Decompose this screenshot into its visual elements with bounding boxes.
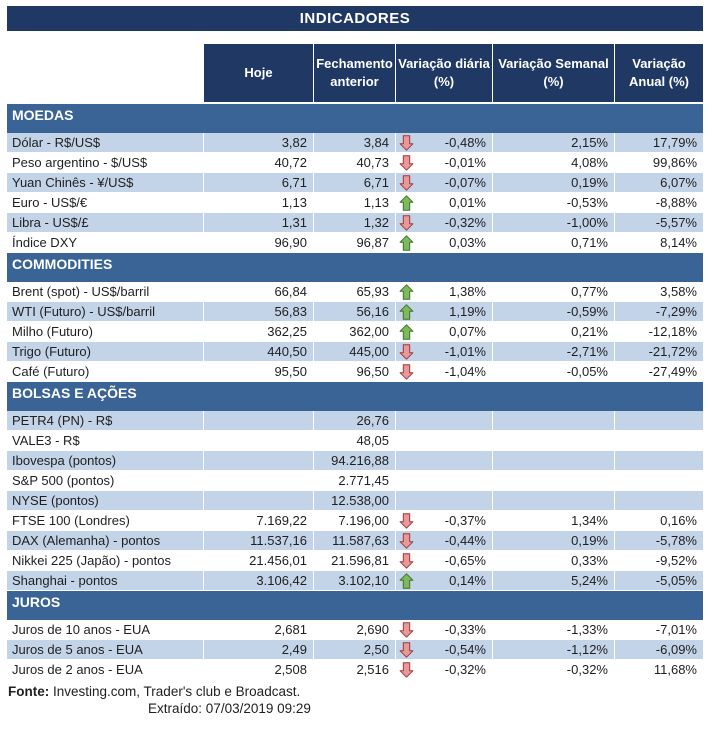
table-row-ndice-dxy [7, 233, 703, 253]
fechamento-anterior-value: 362,00 [313, 322, 395, 341]
down-arrow-icon [399, 155, 414, 171]
variacao-diaria-cell [395, 451, 492, 470]
hoje-value [203, 411, 313, 430]
row-label: Euro - US$/€ [12, 195, 88, 210]
section-header-bolsas-e-a-es: BOLSAS E AÇÕES [7, 382, 703, 411]
variacao-anual-value: -7,01% [614, 620, 703, 639]
hoje-value: 1,13 [203, 193, 313, 212]
variacao-anual-value: -8,88% [614, 193, 703, 212]
variacao-diaria-value: 0,14% [449, 573, 486, 588]
row-label: Dólar - R$/US$ [12, 135, 101, 150]
fechamento-anterior-value: 2,516 [313, 660, 395, 679]
table-row-d-lar-r-us [7, 133, 703, 153]
variacao-semanal-value: 0,77% [492, 282, 614, 301]
fechamento-anterior-value: 2,690 [313, 620, 395, 639]
up-arrow-icon [399, 284, 414, 300]
down-arrow-icon [399, 175, 414, 191]
column-header-hoje: Hoje [203, 44, 313, 102]
source-text: Investing.com, Trader's club e Broadcast. [53, 684, 301, 699]
table-row-milho-futuro [7, 322, 703, 342]
down-arrow-icon [399, 215, 414, 231]
page-title: INDICADORES [7, 6, 703, 31]
variacao-diaria-value: 0,07% [449, 324, 486, 339]
hoje-value [203, 491, 313, 510]
row-label: Trigo (Futuro) [12, 344, 91, 359]
table-row-ftse-100-londres [7, 511, 703, 531]
variacao-diaria-value: 1,38% [449, 284, 486, 299]
variacao-semanal-value [492, 471, 614, 490]
column-header-varia-o-semanal: Variação Semanal (%) [492, 44, 614, 102]
table-row-wti-futuro-us-barril [7, 302, 703, 322]
down-arrow-icon [399, 344, 414, 360]
variacao-anual-value [614, 431, 703, 450]
variacao-diaria-cell [395, 511, 492, 530]
variacao-anual-value: 6,07% [614, 173, 703, 192]
variacao-semanal-value [492, 431, 614, 450]
fechamento-anterior-value: 1,32 [313, 213, 395, 232]
hoje-value: 11.537,16 [203, 531, 313, 550]
fechamento-anterior-value: 3,84 [313, 133, 395, 152]
down-arrow-icon [399, 553, 414, 569]
variacao-anual-value: -21,72% [614, 342, 703, 361]
variacao-diaria-value: 0,01% [449, 195, 486, 210]
hoje-value: 66,84 [203, 282, 313, 301]
hoje-value [203, 431, 313, 450]
up-arrow-icon [399, 195, 414, 211]
table-row-shanghai-pontos [7, 571, 703, 591]
fechamento-anterior-value: 2.771,45 [313, 471, 395, 490]
table-row-libra-us [7, 213, 703, 233]
variacao-diaria-value: -1,01% [444, 344, 486, 359]
down-arrow-icon [399, 622, 414, 638]
variacao-semanal-value: 0,21% [492, 322, 614, 341]
variacao-diaria-cell [395, 491, 492, 510]
variacao-semanal-value: -1,12% [492, 640, 614, 659]
variacao-diaria-value: -0,65% [444, 553, 486, 568]
variacao-diaria-value: -0,32% [444, 662, 486, 677]
fechamento-anterior-value: 94.216,88 [313, 451, 395, 470]
variacao-diaria-cell [395, 411, 492, 430]
hoje-value: 40,72 [203, 153, 313, 172]
fechamento-anterior-value: 6,71 [313, 173, 395, 192]
down-arrow-icon [399, 364, 414, 380]
fechamento-anterior-value: 445,00 [313, 342, 395, 361]
row-label: Shanghai - pontos [12, 573, 118, 588]
fechamento-anterior-value: 26,76 [313, 411, 395, 430]
table-row-brent-spot-us-barril [7, 282, 703, 302]
row-label: Café (Futuro) [12, 364, 90, 379]
variacao-semanal-value: 0,33% [492, 551, 614, 570]
hoje-value: 6,71 [203, 173, 313, 192]
variacao-anual-value: -6,09% [614, 640, 703, 659]
source-line [7, 683, 703, 700]
down-arrow-icon [399, 135, 414, 151]
hoje-value: 362,25 [203, 322, 313, 341]
row-label: Libra - US$/£ [12, 215, 89, 230]
variacao-semanal-value [492, 491, 614, 510]
indicators-report [7, 6, 703, 717]
variacao-diaria-value: 0,03% [449, 235, 486, 250]
variacao-diaria-cell [395, 193, 492, 212]
hoje-value: 56,83 [203, 302, 313, 321]
table-footer [7, 683, 703, 717]
extracted-label: Extraído: [148, 701, 203, 716]
table-row-s-p-500-pontos [7, 471, 703, 491]
row-label: DAX (Alemanha) - pontos [12, 533, 161, 548]
variacao-diaria-cell [395, 233, 492, 252]
variacao-semanal-value: -1,00% [492, 213, 614, 232]
variacao-anual-value: 17,79% [614, 133, 703, 152]
variacao-semanal-value: -2,71% [492, 342, 614, 361]
down-arrow-icon [399, 662, 414, 678]
column-header-varia-o-anual: Variação Anual (%) [614, 44, 703, 102]
down-arrow-icon [399, 533, 414, 549]
fechamento-anterior-value: 7.196,00 [313, 511, 395, 530]
row-label: Nikkei 225 (Japão) - pontos [12, 553, 171, 568]
variacao-anual-value: -5,05% [614, 571, 703, 590]
table-row-peso-argentino-us [7, 153, 703, 173]
variacao-diaria-value: -0,54% [444, 642, 486, 657]
fechamento-anterior-value: 2,50 [313, 640, 395, 659]
variacao-semanal-value: 1,34% [492, 511, 614, 530]
fechamento-anterior-value: 96,50 [313, 362, 395, 381]
hoje-value [203, 471, 313, 490]
fechamento-anterior-value: 56,16 [313, 302, 395, 321]
hoje-value: 2,681 [203, 620, 313, 639]
variacao-anual-value: 11,68% [614, 660, 703, 679]
variacao-semanal-value: -1,33% [492, 620, 614, 639]
fechamento-anterior-value: 11.587,63 [313, 531, 395, 550]
variacao-anual-value: 8,14% [614, 233, 703, 252]
row-label: Milho (Futuro) [12, 324, 93, 339]
up-arrow-icon [399, 235, 414, 251]
variacao-semanal-value: 5,24% [492, 571, 614, 590]
up-arrow-icon [399, 573, 414, 589]
variacao-diaria-cell [395, 531, 492, 550]
fechamento-anterior-value: 21.596,81 [313, 551, 395, 570]
variacao-semanal-value: -0,59% [492, 302, 614, 321]
fechamento-anterior-value: 40,73 [313, 153, 395, 172]
variacao-diaria-value: 1,19% [449, 304, 486, 319]
variacao-diaria-value: -1,04% [444, 364, 486, 379]
variacao-diaria-cell [395, 640, 492, 659]
row-label: PETR4 (PN) - R$ [12, 413, 113, 428]
table-row-ibovespa-pontos [7, 451, 703, 471]
variacao-diaria-cell [395, 153, 492, 172]
variacao-semanal-value: -0,05% [492, 362, 614, 381]
variacao-anual-value: -5,78% [614, 531, 703, 550]
variacao-diaria-cell [395, 302, 492, 321]
up-arrow-icon [399, 304, 414, 320]
variacao-diaria-value: -0,01% [444, 155, 486, 170]
up-arrow-icon [399, 324, 414, 340]
fechamento-anterior-value: 3.102,10 [313, 571, 395, 590]
table-row-yuan-chin-s-us [7, 173, 703, 193]
table-row-trigo-futuro [7, 342, 703, 362]
extracted-value: 07/03/2019 09:29 [205, 701, 311, 716]
table-row-petr4-pn-r [7, 411, 703, 431]
variacao-anual-value [614, 491, 703, 510]
hoje-value: 1,31 [203, 213, 313, 232]
header-spacer [7, 44, 203, 102]
variacao-semanal-value [492, 451, 614, 470]
variacao-anual-value [614, 411, 703, 430]
variacao-anual-value: -7,29% [614, 302, 703, 321]
row-label: Yuan Chinês - ¥/US$ [12, 175, 134, 190]
row-label: VALE3 - R$ [12, 433, 80, 448]
variacao-diaria-cell [395, 282, 492, 301]
variacao-anual-value: 99,86% [614, 153, 703, 172]
variacao-semanal-value [492, 411, 614, 430]
source-label: Fonte: [8, 684, 50, 699]
variacao-semanal-value: 4,08% [492, 153, 614, 172]
table-row-vale3-r [7, 431, 703, 451]
row-label: Brent (spot) - US$/barril [12, 284, 150, 299]
variacao-diaria-cell [395, 551, 492, 570]
fechamento-anterior-value: 65,93 [313, 282, 395, 301]
row-label: Índice DXY [12, 235, 78, 250]
variacao-diaria-cell [395, 620, 492, 639]
hoje-value: 95,50 [203, 362, 313, 381]
variacao-diaria-cell [395, 213, 492, 232]
variacao-semanal-value: -0,32% [492, 660, 614, 679]
variacao-anual-value: 3,58% [614, 282, 703, 301]
variacao-semanal-value: 2,15% [492, 133, 614, 152]
variacao-anual-value: 0,16% [614, 511, 703, 530]
hoje-value: 3,82 [203, 133, 313, 152]
row-label: Juros de 2 anos - EUA [12, 662, 143, 677]
variacao-diaria-cell [395, 322, 492, 341]
down-arrow-icon [399, 642, 414, 658]
variacao-anual-value [614, 471, 703, 490]
variacao-semanal-value: 0,19% [492, 531, 614, 550]
variacao-diaria-cell [395, 431, 492, 450]
variacao-diaria-cell [395, 571, 492, 590]
table-row-juros-de-5-anos-eua [7, 640, 703, 660]
column-header-fechamento-anterior: Fechamento anterior [313, 44, 395, 102]
hoje-value: 7.169,22 [203, 511, 313, 530]
variacao-anual-value: -9,52% [614, 551, 703, 570]
hoje-value: 2,49 [203, 640, 313, 659]
variacao-anual-value: -12,18% [614, 322, 703, 341]
variacao-semanal-value: 0,71% [492, 233, 614, 252]
table-row-dax-alemanha-pontos [7, 531, 703, 551]
hoje-value: 2,508 [203, 660, 313, 679]
table-row-nyse-pontos [7, 491, 703, 511]
column-header-varia-o-di-ria: Variação diária (%) [395, 44, 492, 102]
section-header-commodities: COMMODITIES [7, 253, 703, 282]
hoje-value: 3.106,42 [203, 571, 313, 590]
table-row-euro-us [7, 193, 703, 213]
table-row-caf-futuro [7, 362, 703, 382]
table-body [7, 104, 703, 680]
variacao-diaria-cell [395, 173, 492, 192]
table-row-juros-de-2-anos-eua [7, 660, 703, 680]
variacao-diaria-cell [395, 362, 492, 381]
fechamento-anterior-value: 12.538,00 [313, 491, 395, 510]
fechamento-anterior-value: 1,13 [313, 193, 395, 212]
variacao-anual-value: -5,57% [614, 213, 703, 232]
fechamento-anterior-value: 96,87 [313, 233, 395, 252]
table-row-juros-de-10-anos-eua [7, 620, 703, 640]
hoje-value [203, 451, 313, 470]
variacao-diaria-value: -0,07% [444, 175, 486, 190]
fechamento-anterior-value: 48,05 [313, 431, 395, 450]
down-arrow-icon [399, 513, 414, 529]
variacao-diaria-value: -0,48% [444, 135, 486, 150]
variacao-diaria-value: -0,32% [444, 215, 486, 230]
variacao-semanal-value: -0,53% [492, 193, 614, 212]
row-label: Juros de 10 anos - EUA [12, 622, 151, 637]
hoje-value: 21.456,01 [203, 551, 313, 570]
hoje-value: 96,90 [203, 233, 313, 252]
row-label: Ibovespa (pontos) [12, 453, 117, 468]
table-row-nikkei-225-jap-o-pontos [7, 551, 703, 571]
variacao-diaria-value: -0,37% [444, 513, 486, 528]
variacao-diaria-cell [395, 471, 492, 490]
variacao-diaria-cell [395, 342, 492, 361]
variacao-semanal-value: 0,19% [492, 173, 614, 192]
variacao-anual-value [614, 451, 703, 470]
row-label: WTI (Futuro) - US$/barril [12, 304, 156, 319]
extracted-line [7, 700, 703, 717]
row-label: NYSE (pontos) [12, 493, 99, 508]
row-label: S&P 500 (pontos) [12, 473, 115, 488]
row-label: Peso argentino - $/US$ [12, 155, 148, 170]
variacao-diaria-value: -0,33% [444, 622, 486, 637]
section-header-moedas: MOEDAS [7, 104, 703, 133]
hoje-value: 440,50 [203, 342, 313, 361]
variacao-diaria-cell [395, 660, 492, 679]
variacao-diaria-value: -0,44% [444, 533, 486, 548]
table-header [7, 44, 703, 102]
variacao-diaria-cell [395, 133, 492, 152]
row-label: Juros de 5 anos - EUA [12, 642, 143, 657]
variacao-anual-value: -27,49% [614, 362, 703, 381]
section-header-juros: JUROS [7, 591, 703, 620]
row-label: FTSE 100 (Londres) [12, 513, 130, 528]
